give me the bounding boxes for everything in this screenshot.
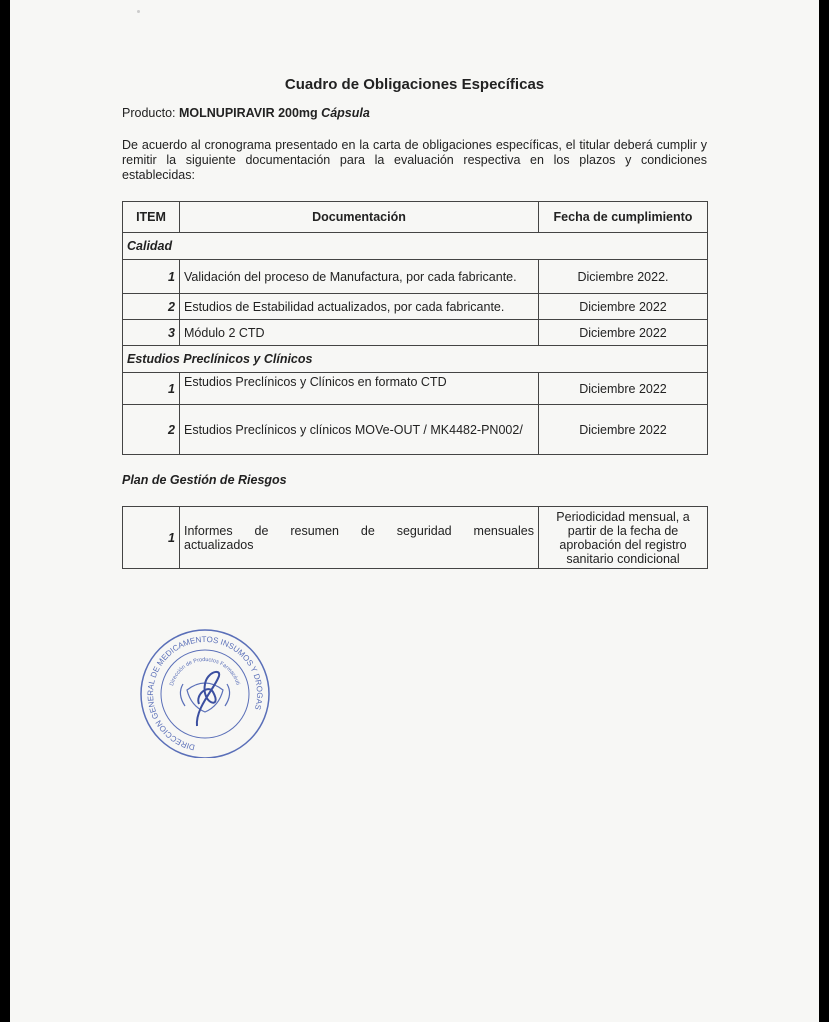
table-row xyxy=(123,260,708,294)
intro-paragraph: De acuerdo al cronograma presentado en la carta de obligaciones específicas, el titular deberá cumplir y remitir la siguiente documentación para la evaluación respectiva en los plazos y condiciones establecidas: xyxy=(122,138,707,182)
row-doc: Estudios Preclínicos y Clínicos en formato CTD xyxy=(180,373,539,405)
section-row-calidad xyxy=(123,233,708,260)
product-label: Producto: xyxy=(122,106,176,120)
table-row xyxy=(123,294,708,320)
table-row xyxy=(123,507,708,569)
row-date: Diciembre 2022 xyxy=(539,320,708,346)
row-item: 1 xyxy=(123,507,180,569)
document-page xyxy=(10,0,819,1022)
product-form: Cápsula xyxy=(321,106,370,120)
table-header-row xyxy=(123,202,708,233)
obligations-table xyxy=(122,201,708,455)
seal-inner-text: Dirección de Productos Farmacéuti xyxy=(169,657,241,687)
table-row xyxy=(123,320,708,346)
header-item: ITEM xyxy=(123,202,180,233)
row-doc: Módulo 2 CTD xyxy=(180,320,539,346)
header-date: Fecha de cumplimiento xyxy=(539,202,708,233)
row-date: Diciembre 2022 xyxy=(539,405,708,455)
product-line xyxy=(122,106,370,120)
header-doc: Documentación xyxy=(180,202,539,233)
table-row xyxy=(123,373,708,405)
official-seal-stamp xyxy=(135,628,275,758)
table-row xyxy=(123,405,708,455)
row-doc: Informes de resumen de seguridad mensuales actualizados xyxy=(180,507,539,569)
row-doc: Estudios Preclínicos y clínicos MOVe-OUT / MK4482-PN002/ xyxy=(180,405,539,455)
scan-speck xyxy=(137,10,140,13)
row-doc: Estudios de Estabilidad actualizados, por cada fabricante. xyxy=(180,294,539,320)
row-date: Diciembre 2022 xyxy=(539,373,708,405)
row-date: Diciembre 2022 xyxy=(539,294,708,320)
section-title: Calidad xyxy=(123,233,708,260)
row-date: Periodicidad mensual, a partir de la fecha de aprobación del registro sanitario condicional xyxy=(539,507,708,569)
page-title: Cuadro de Obligaciones Específicas xyxy=(284,76,545,93)
row-item: 1 xyxy=(123,260,180,294)
seal-text: DIRECCION GENERAL DE MEDICAMENTOS INSUMOS Y DROGAS xyxy=(146,634,265,752)
row-date: Diciembre 2022. xyxy=(539,260,708,294)
row-item: 2 xyxy=(123,405,180,455)
row-doc: Validación del proceso de Manufactura, por cada fabricante. xyxy=(180,260,539,294)
row-item: 2 xyxy=(123,294,180,320)
signature-mark xyxy=(197,672,219,726)
riesgos-table xyxy=(122,506,708,569)
product-name: MOLNUPIRAVIR 200mg xyxy=(179,106,318,120)
riesgos-heading: Plan de Gestión de Riesgos xyxy=(122,473,287,487)
row-item: 3 xyxy=(123,320,180,346)
row-item: 1 xyxy=(123,373,180,405)
section-title: Estudios Preclínicos y Clínicos xyxy=(123,346,708,373)
section-row-estudios xyxy=(123,346,708,373)
